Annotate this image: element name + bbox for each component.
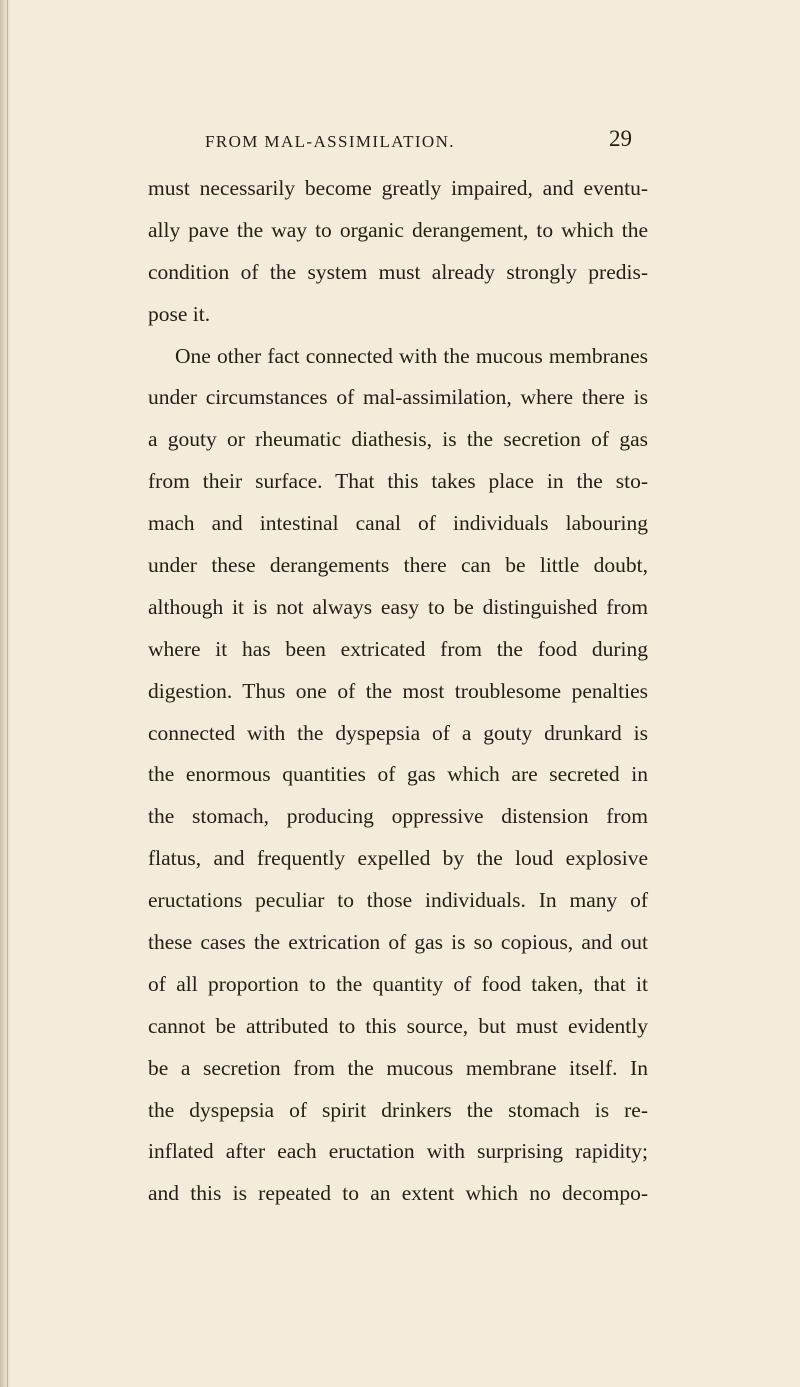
text-line: the enormous quantities of gas which are secreted in bbox=[148, 762, 648, 787]
text-line: from their surface. That this takes place in the sto- bbox=[148, 469, 648, 494]
text-line: One other fact connected with the mucous membranes bbox=[175, 343, 648, 368]
text-line: although it is not always easy to be distinguished from bbox=[148, 594, 648, 619]
text-line: the stomach, producing oppressive distension from bbox=[148, 804, 648, 829]
text-line: and this is repeated to an extent which no decompo- bbox=[148, 1181, 648, 1206]
text-line: inflated after each eructation with surprising rapidity; bbox=[148, 1139, 648, 1164]
running-head bbox=[0, 127, 800, 157]
text-line: be a secretion from the mucous membrane itself. In bbox=[148, 1055, 648, 1080]
text-line: a gouty or rheumatic diathesis, is the secretion of gas bbox=[148, 427, 648, 452]
text-line: connected with the dyspepsia of a gouty drunkard is bbox=[148, 720, 648, 745]
text-line: under circumstances of mal-assimilation, where there is bbox=[148, 385, 648, 410]
body-text bbox=[148, 168, 648, 1215]
text-line: flatus, and frequently expelled by the loud explosive bbox=[148, 846, 648, 871]
text-line: the dyspepsia of spirit drinkers the stomach is re- bbox=[148, 1097, 648, 1122]
text-line: where it has been extricated from the food during bbox=[148, 636, 648, 661]
text-line: must necessarily become greatly impaired, and eventu- bbox=[148, 176, 648, 200]
page-edge bbox=[0, 0, 10, 1387]
page-number: 29 bbox=[609, 126, 632, 151]
text-line: digestion. Thus one of the most troublesome penalties bbox=[148, 678, 648, 703]
text-line: condition of the system must already strongly predis- bbox=[148, 259, 648, 284]
text-line: eructations peculiar to those individuals. In many of bbox=[148, 888, 648, 913]
text-line: cannot be attributed to this source, but must evidently bbox=[148, 1013, 648, 1038]
text-line: of all proportion to the quantity of food taken, that it bbox=[148, 971, 648, 996]
text-line: these cases the extrication of gas is so copious, and out bbox=[148, 930, 648, 955]
text-line: mach and intestinal canal of individuals labouring bbox=[148, 511, 648, 536]
text-line: ally pave the way to organic derangement, to which the bbox=[148, 217, 648, 242]
text-line: under these derangements there can be little doubt, bbox=[148, 553, 648, 578]
page-edge-line bbox=[7, 0, 8, 1387]
text-line: pose it. bbox=[148, 301, 211, 326]
running-title: FROM MAL-ASSIMILATION. bbox=[205, 132, 455, 151]
